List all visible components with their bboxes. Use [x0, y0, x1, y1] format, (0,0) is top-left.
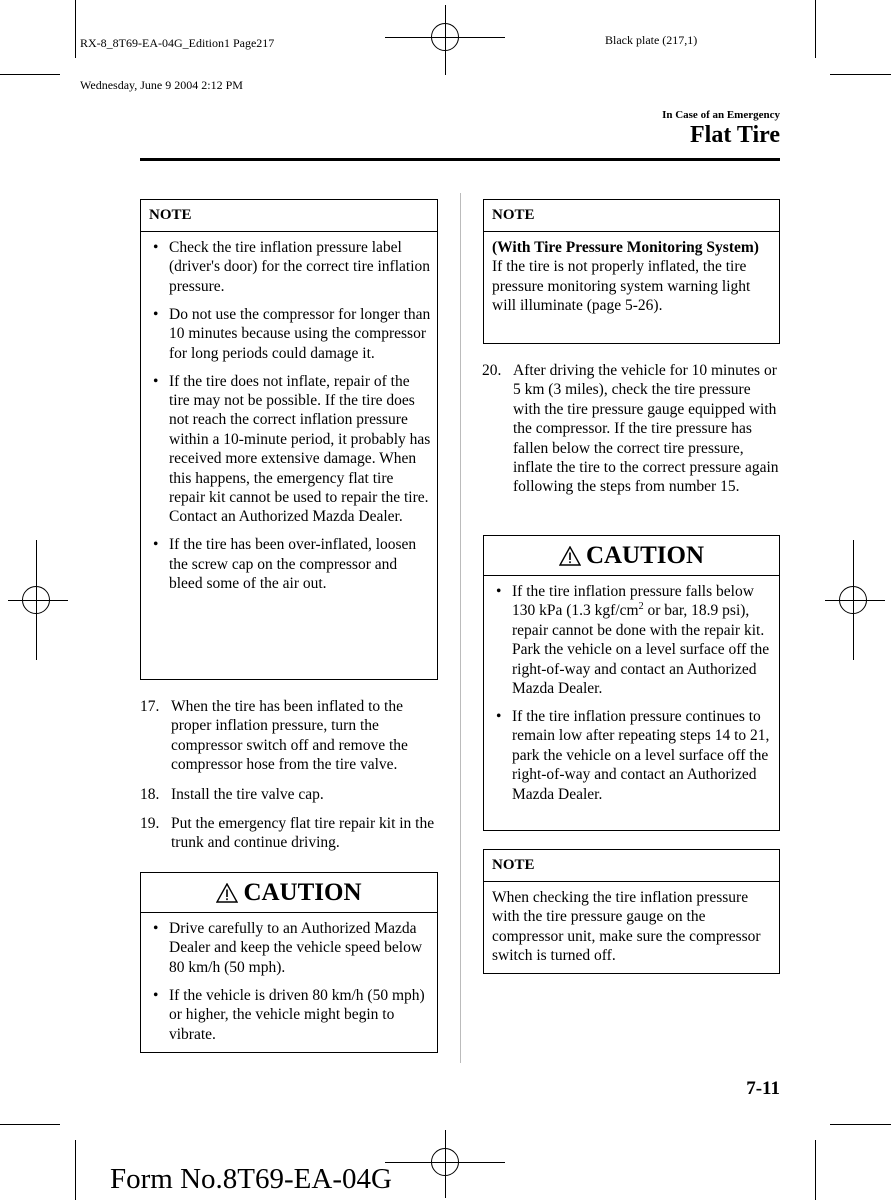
step-text: Put the emergency flat tire repair kit in the trunk and continue driving.: [171, 815, 435, 852]
list-item: • If the vehicle is driven 80 km/h (50 mph) or higher, the vehicle might begin to vibrate.: [149, 986, 431, 1044]
note-label: NOTE: [484, 850, 779, 882]
step-number: 19.: [140, 815, 160, 833]
step-text: After driving the vehicle for 10 minutes or 5 km (3 miles), check the tire pressure with the tire pressure gauge equipped with the compressor. If the tire pressure has fallen below the correct tire pressure, inflate the tire to the correct pressure again following the steps from number 15.: [513, 362, 779, 496]
step-number: 20.: [482, 362, 502, 379]
note-body: [484, 882, 779, 972]
caution-label: CAUTION: [243, 878, 362, 906]
caution-header: [141, 873, 437, 913]
list-item: • Do not use the compressor for longer than 10 minutes because using the compressor for long periods could damage it.: [149, 305, 431, 363]
caution-box: [483, 535, 780, 831]
list-item: • Check the tire inflation pressure label (driver's door) for the correct tire inflation pressure.: [149, 238, 431, 296]
crop-mark: [815, 0, 816, 58]
step-list: [482, 361, 782, 507]
caution-body: [484, 576, 779, 810]
caution-body: [141, 913, 437, 1050]
caution-header: [484, 536, 779, 576]
note-body: [141, 232, 437, 600]
page-number: 7-11: [746, 1078, 780, 1099]
note-label: NOTE: [484, 200, 779, 232]
note-label: NOTE: [141, 200, 437, 232]
print-info: [80, 8, 274, 106]
list-item: • If the tire inflation pressure continues to remain low after repeating steps 14 to 21, park the vehicle on a level surface off the right-of-way and contact an Authorized Mazda Dealer.: [492, 707, 773, 804]
note-text: When checking the tire inflation pressure with the tire pressure gauge on the compressor unit, make sure the compressor switch is turned off.: [492, 889, 761, 965]
warning-triangle-icon: [559, 546, 581, 566]
crop-mark: [0, 1124, 60, 1125]
step-item: [140, 785, 440, 804]
crop-mark: [0, 74, 60, 75]
crop-mark: [830, 74, 891, 75]
step-number: 18.: [140, 785, 160, 803]
step-text: When the tire has been inflated to the proper inflation pressure, turn the compressor switch off and remove the compressor hose from the tire valve.: [171, 698, 408, 774]
caution-text: or bar, 18.9 psi), repair cannot be done with the repair kit. Park the vehicle on a level surface off the right-of-way and contact an Authorized Mazda Dealer.: [512, 602, 770, 698]
title-rule: [140, 158, 780, 161]
caution-list: [149, 919, 431, 1044]
registration-target-icon: [839, 586, 867, 614]
step-item: [140, 814, 440, 853]
caution-box: [140, 872, 438, 1053]
step-number: 17.: [140, 698, 160, 715]
note-list: [149, 238, 431, 594]
superscript: 2: [638, 601, 644, 613]
note-subtitle: (With Tire Pressure Monitoring System): [492, 239, 759, 256]
note-box: [483, 849, 780, 974]
warning-triangle-icon: [216, 883, 238, 903]
crop-mark: [75, 0, 76, 58]
note-body: [484, 232, 779, 322]
page-title: Flat Tire: [690, 122, 780, 148]
note-text: If the tire is not properly inflated, the tire pressure monitoring system warning light will illuminate (page 5-26).: [492, 258, 751, 315]
list-item: • If the tire does not inflate, repair of the tire may not be possible. If the tire does not reach the correct inflation pressure within a 10-minute period, it probably has received more extensive damage. When this happens, the emergency flat tire repair kit cannot be used to repair the tire. Contact an Authorized Mazda Dealer.: [149, 372, 431, 527]
registration-target-icon: [22, 586, 50, 614]
step-item: [482, 361, 782, 497]
list-item: [492, 582, 773, 698]
section-title: In Case of an Emergency: [662, 109, 780, 121]
registration-target-icon: [431, 1148, 459, 1176]
list-item: • Drive carefully to an Authorized Mazda Dealer and keep the vehicle speed below 80 km/h (50 mph).: [149, 919, 431, 977]
crop-mark: [830, 1124, 891, 1125]
note-box: [140, 199, 438, 680]
crop-mark: [815, 1140, 816, 1200]
list-item: • If the tire has been over-inflated, loosen the screw cap on the compressor and bleed some of the air out.: [149, 535, 431, 593]
print-info-line2: Wednesday, June 9 2004 2:12 PM: [80, 78, 243, 92]
caution-text: If the tire inflation pressure falls below 130 kPa (1.3 kgf/cm: [512, 583, 754, 620]
black-plate-label: Black plate (217,1): [605, 33, 698, 47]
step-item: [140, 697, 440, 775]
caution-list: [492, 582, 773, 804]
print-info-line1: RX-8_8T69-EA-04G_Edition1 Page217: [80, 36, 275, 50]
step-text: Install the tire valve cap.: [171, 785, 324, 803]
crop-mark: [75, 1140, 76, 1200]
form-number: Form No.8T69-EA-04G: [110, 1163, 392, 1195]
note-box-tpms: [483, 199, 780, 344]
column-divider: [460, 193, 461, 1063]
registration-target-icon: [431, 23, 459, 51]
caution-label: CAUTION: [585, 541, 705, 569]
step-list: [140, 697, 440, 863]
